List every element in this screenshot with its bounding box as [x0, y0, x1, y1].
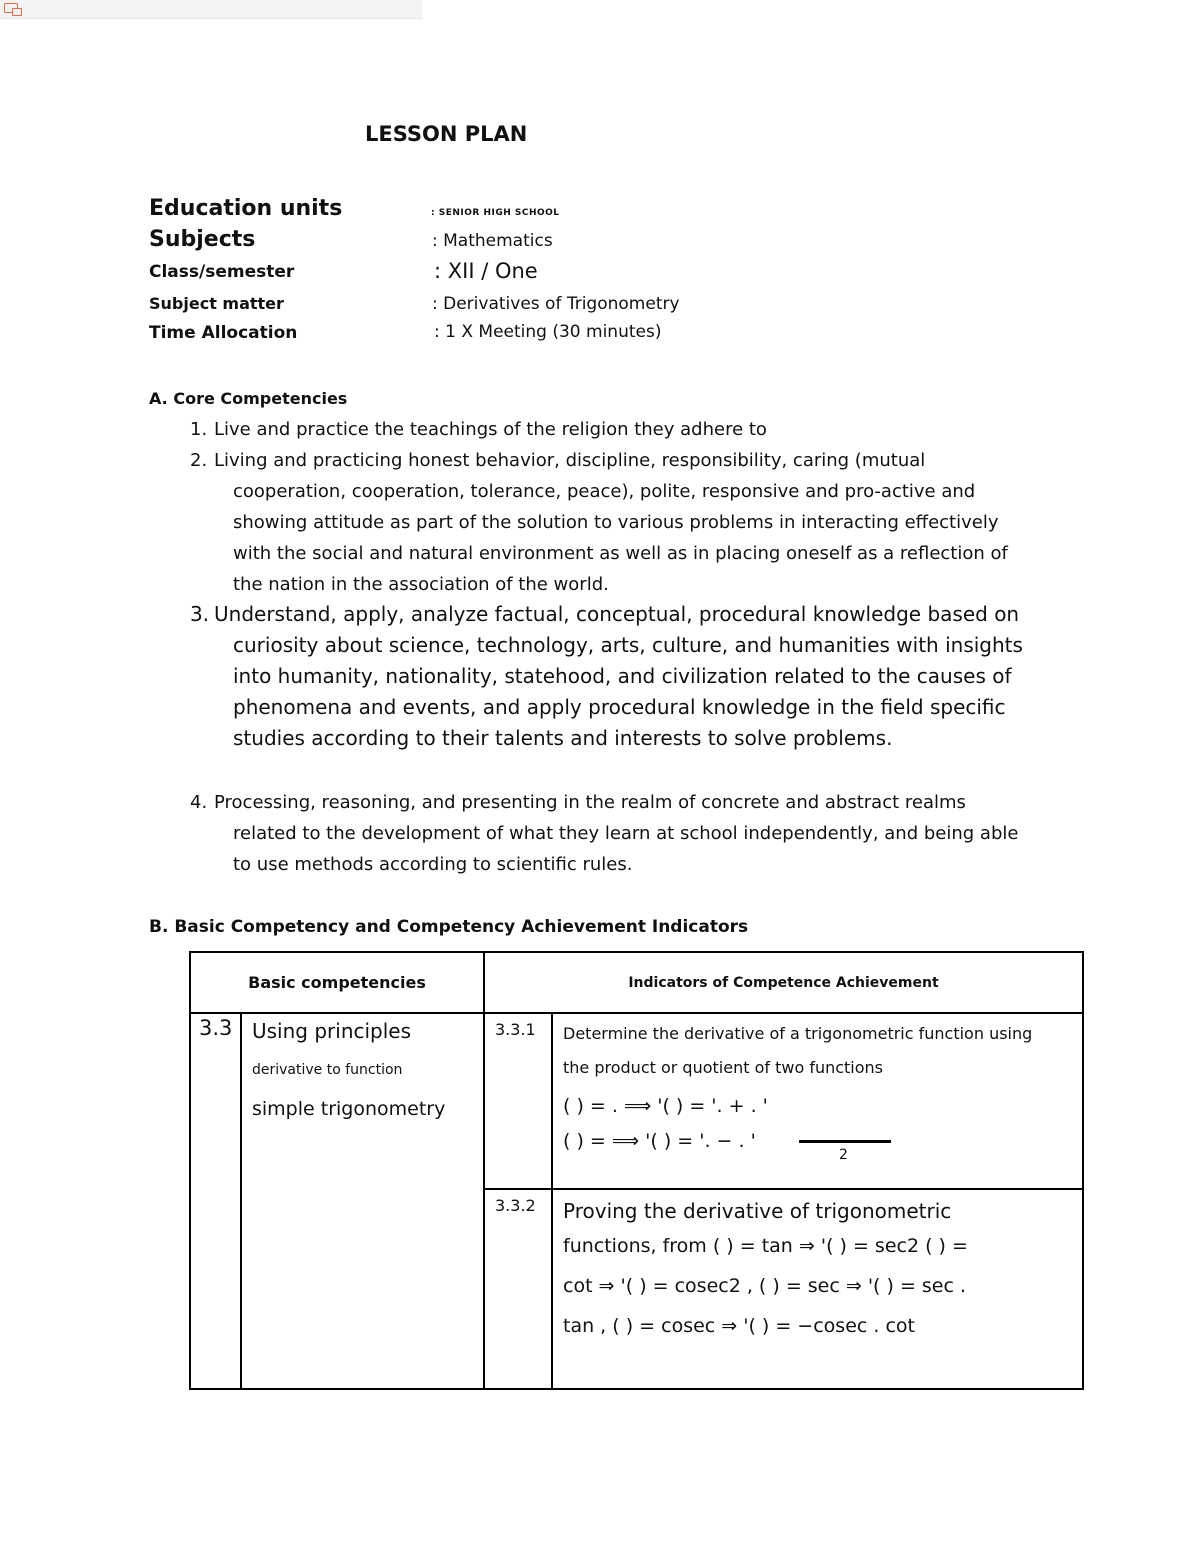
core-competency-4 — [190, 787, 1090, 880]
section-a-heading: A. Core Competencies — [149, 389, 348, 408]
label-education-units: Education units — [149, 196, 343, 221]
item-text: Live and practice the teachings of the religion they adhere to — [214, 419, 767, 440]
value-subjects: : Mathematics — [432, 231, 553, 251]
value-time-allocation: : 1 X Meeting (30 minutes) — [434, 322, 662, 342]
item-number: 4. — [190, 792, 208, 813]
item-line: the nation in the association of the world. — [233, 574, 609, 595]
kd-line: simple trigonometry — [252, 1098, 446, 1120]
indicator-1-text — [552, 1013, 1083, 1189]
indicator-line: functions, from ( ) = tan ⇒ '( ) = sec2 ( ) = — [563, 1235, 968, 1257]
item-number: 3. — [190, 602, 210, 626]
comment-icon[interactable] — [4, 3, 18, 13]
item-line: to use methods according to scientific rules. — [233, 854, 633, 875]
item-line: showing attitude as part of the solution to various problems in interacting effectively — [233, 512, 999, 533]
label-class-semester: Class/semester — [149, 262, 295, 282]
item-text: Processing, reasoning, and presenting in the realm of concrete and abstract realms — [214, 792, 966, 813]
header-basic-competencies: Basic competencies — [190, 952, 484, 1013]
indicator-line: the product or quotient of two functions — [563, 1058, 884, 1077]
core-competency-2 — [190, 445, 1090, 600]
item-line: phenomena and events, and apply procedural knowledge in the field specific — [233, 695, 1006, 719]
label-subjects: Subjects — [149, 227, 256, 252]
value-class-semester: : XII / One — [434, 259, 538, 283]
item-line: curiosity about science, technology, arts, culture, and humanities with insights — [233, 633, 1023, 657]
kd-description — [241, 1013, 484, 1389]
item-line: cooperation, cooperation, tolerance, peace), polite, responsive and pro-active and — [233, 481, 976, 502]
fraction-denominator: 2 — [839, 1147, 848, 1163]
item-text: Understand, apply, analyze factual, conceptual, procedural knowledge based on — [214, 602, 1020, 626]
indicator-2-number: 3.3.2 — [484, 1189, 552, 1389]
item-number: 1. — [190, 419, 208, 440]
section-b-heading: B. Basic Competency and Competency Achievement Indicators — [149, 917, 749, 937]
core-competency-1 — [190, 414, 1090, 445]
kd-line: Using principles — [252, 1019, 412, 1043]
item-line: related to the development of what they learn at school independently, and being able — [233, 823, 1019, 844]
item-text: Living and practicing honest behavior, discipline, responsibility, caring (mutual — [214, 450, 926, 471]
kd-line: derivative to function — [252, 1062, 403, 1078]
indicator-line: Determine the derivative of a trigonometric function using — [563, 1024, 1033, 1043]
formula-product-rule: ( ) = . ⟹ '( ) = '. + . ' — [563, 1095, 768, 1117]
value-education-units: : SENIOR HIGH SCHOOL — [431, 208, 560, 218]
value-subject-matter: : Derivatives of Trigonometry — [432, 294, 680, 314]
item-line: with the social and natural environment as well as in placing oneself as a reflection of — [233, 543, 1008, 564]
kd-number: 3.3 — [190, 1013, 241, 1389]
item-number: 2. — [190, 450, 208, 471]
core-competency-3 — [190, 599, 1090, 754]
label-time-allocation: Time Allocation — [149, 323, 298, 343]
indicator-line: cot ⇒ '( ) = cosec2 , ( ) = sec ⇒ '( ) = sec . — [563, 1275, 967, 1297]
formula-quotient-rule — [563, 1124, 1074, 1163]
formula-quotient-text: ( ) = ⟹ '( ) = '. − . ' — [563, 1130, 756, 1152]
indicator-line: Proving the derivative of trigonometric — [563, 1199, 952, 1223]
competency-table — [189, 951, 1084, 1390]
header-indicators: Indicators of Competence Achievement — [484, 952, 1083, 1013]
indicator-2-text — [552, 1189, 1083, 1389]
indicator-1-number: 3.3.1 — [484, 1013, 552, 1189]
item-line: studies according to their talents and interests to solve problems. — [233, 726, 893, 750]
indicator-line: tan , ( ) = cosec ⇒ '( ) = −cosec . cot — [563, 1315, 915, 1337]
label-subject-matter: Subject matter — [149, 294, 284, 313]
viewer-toolbar — [0, 0, 422, 19]
item-line: into humanity, nationality, statehood, and civilization related to the causes of — [233, 664, 1012, 688]
page-title: LESSON PLAN — [365, 122, 528, 146]
